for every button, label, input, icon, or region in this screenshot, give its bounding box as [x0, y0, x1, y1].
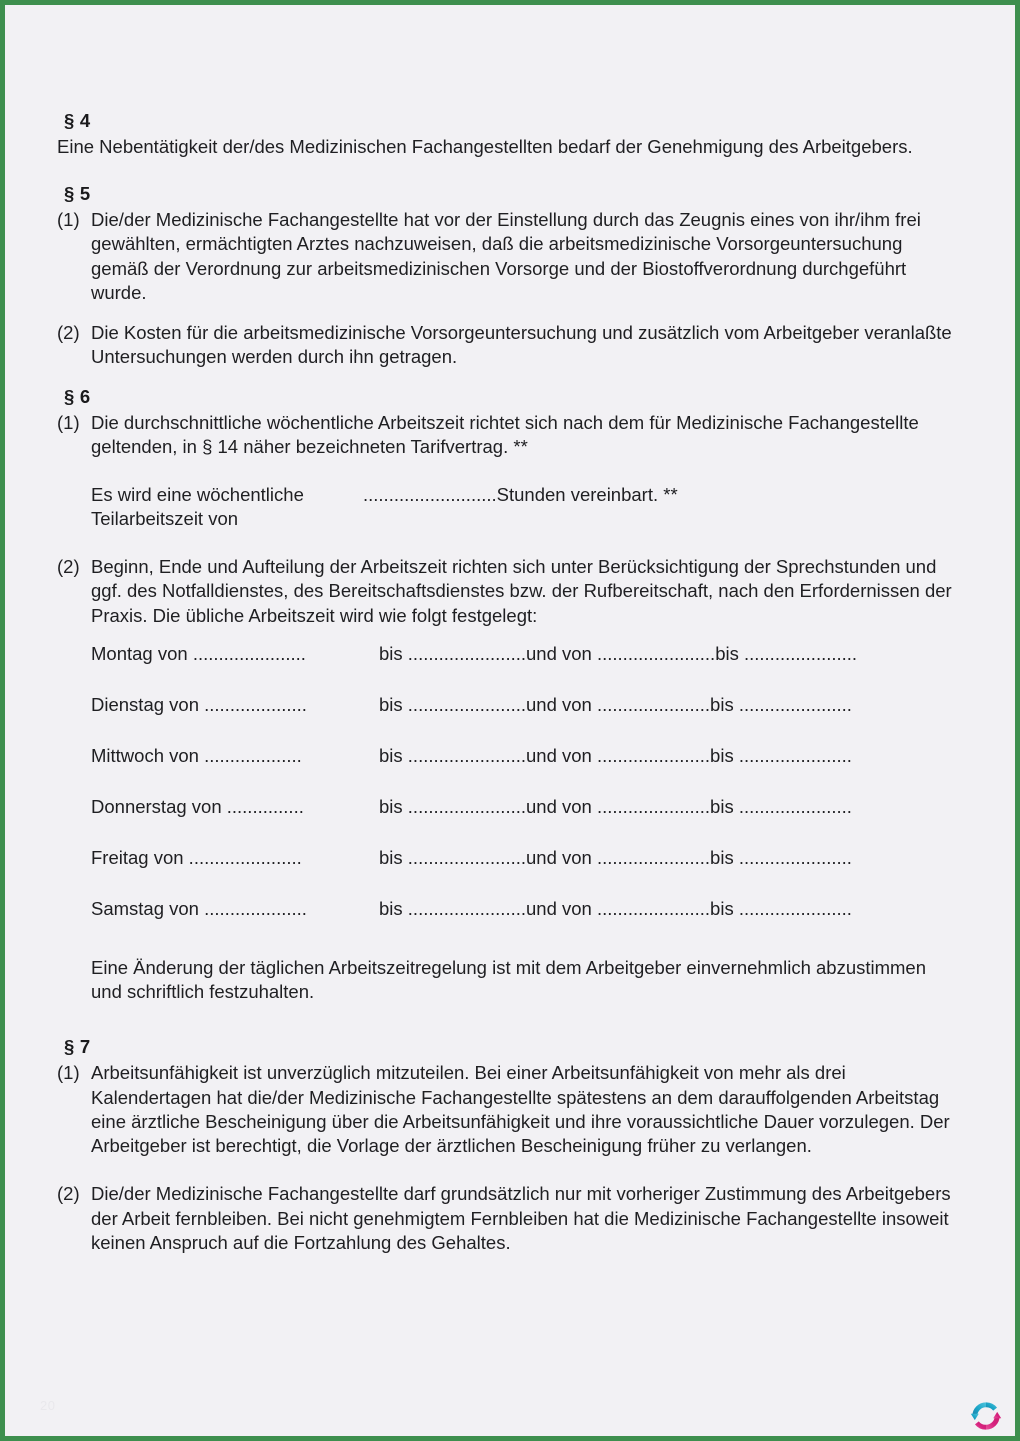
spacer [57, 305, 957, 321]
page-number: 20 [40, 1398, 56, 1413]
schedule-row [91, 693, 957, 744]
section-5-item-1-marker: (1) [57, 209, 80, 231]
schedule-times-thursday[interactable]: bis .......................und von ......................bis ...................... [379, 795, 852, 817]
schedule-row [91, 744, 957, 795]
schedule-times-wednesday[interactable]: bis .......................und von ......................bis ...................... [379, 744, 852, 766]
spacer [57, 1158, 957, 1182]
section-4 [57, 110, 957, 159]
schedule-day-tuesday[interactable]: Dienstag von .................... [91, 693, 307, 715]
schedule-row [91, 795, 957, 846]
section-7-item-1-text: Arbeitsunfähigkeit ist unverzüglich mitzuteilen. Bei einer Arbeitsunfähigkeit von mehr als drei Kalendertagen hat die/der Medizinische Fachangestellte spätestens an dem darauffolgenden Arbeitstag eine ärztliche Bescheinigung über die Arbeitsunfähigkeit und ihre voraussichtliche Dauer vorzulegen. Der Arbeitgeber ist berechtigt, die Vorlage der ärztlichen Bescheinigung früher zu verlangen. [91, 1062, 950, 1157]
spacer [57, 370, 957, 386]
section-6-heading: § 6 [64, 385, 91, 407]
schedule-row [91, 642, 957, 693]
section-6-item-2-marker: (2) [57, 556, 80, 578]
section-5-item-1 [57, 208, 957, 305]
schedule-row [91, 846, 957, 897]
section-6-item-1-text: Die durchschnittliche wöchentliche Arbeitszeit richtet sich nach dem für Medizinische Fachangestellte geltenden, in § 14 näher bezeichneten Tarifvertrag. ** [91, 411, 919, 457]
schedule-day-wednesday[interactable]: Mittwoch von ................... [91, 744, 302, 766]
schedule-times-monday[interactable]: bis .......................und von .......................bis ...................... [379, 642, 858, 664]
recycle-circular-arrows-logo [967, 1397, 1005, 1435]
spacer [57, 459, 957, 483]
section-7-item-2-marker: (2) [57, 1183, 80, 1205]
section-5-item-2-marker: (2) [57, 322, 80, 344]
schedule-day-monday[interactable]: Montag von ...................... [91, 642, 306, 664]
spacer [57, 1004, 957, 1036]
document-content [57, 110, 957, 1255]
schedule-day-thursday[interactable]: Donnerstag von ............... [91, 795, 304, 817]
spacer [57, 159, 957, 183]
spacer [57, 531, 957, 555]
section-7-item-2 [57, 1182, 957, 1255]
section-6-item-1 [57, 411, 957, 459]
schedule-day-saturday[interactable]: Samstag von .................... [91, 897, 307, 919]
section-7-item-1-marker: (1) [57, 1062, 80, 1084]
schedule-times-saturday[interactable]: bis .......................und von ......................bis ...................... [379, 897, 852, 919]
section-6-closing-text: Eine Änderung der täglichen Arbeitszeitregelung ist mit dem Arbeitgeber einvernehmlich abzustimmen und schriftlich festzuhalten. [91, 956, 927, 1003]
weekly-schedule-table [91, 642, 957, 948]
spacer [57, 948, 957, 956]
section-6-item-2-text: Beginn, Ende und Aufteilung der Arbeitszeit richten sich unter Berücksichtigung der Sprechstunden und ggf. des Notfalldienstes, des Bereitschaftsdienstes bzw. der Rufbereitschaft, nach den Erfordernissen der Praxis. Die übliche Arbeitszeit wird wie folgt festgelegt: [91, 556, 952, 626]
section-7-item-2-text: Die/der Medizinische Fachangestellte darf grundsätzlich nur mit vorheriger Zustimmung des Arbeitgebers der Arbeit fernbleiben. Bei nicht genehmigtem Fernbleiben hat die Medizinische Fachangestellte insoweit keinen Anspruch auf die Fortzahlung des Gehaltes. [91, 1183, 951, 1253]
section-7-item-1 [57, 1061, 957, 1158]
section-5-item-2-text: Die Kosten für die arbeitsmedizinische Vorsorgeuntersuchung und zusätzlich vom Arbeitgeber veranlaßte Untersuchungen werden durch ihn getragen. [91, 322, 952, 368]
section-5-item-1-text: Die/der Medizinische Fachangestellte hat vor der Einstellung durch das Zeugnis eines von ihr/ihm frei gewählten, ermächtigten Arztes nachzuweisen, daß die arbeitsmedizinische Vorsorgeuntersuchung gemäß der Verordnung zur arbeitsmedizinischen Vorsorge und der Biostoffverordnung durchgeführt wurde. [91, 209, 921, 303]
section-5 [57, 183, 957, 369]
section-7 [57, 1036, 957, 1255]
paper-sheet [5, 5, 1015, 1436]
schedule-times-tuesday[interactable]: bis .......................und von ......................bis ...................... [379, 693, 852, 715]
weekly-part-time-hours-blank[interactable]: ..........................Stunden vereinbart. ** [363, 484, 678, 506]
section-4-heading: § 4 [64, 110, 91, 131]
weekly-part-time-hours-label: Es wird eine wöchentliche Teilarbeitszeit von [91, 484, 304, 530]
schedule-row [91, 897, 957, 948]
section-5-heading: § 5 [64, 183, 91, 205]
schedule-times-friday[interactable]: bis .......................und von ......................bis ...................... [379, 846, 852, 868]
schedule-day-friday[interactable]: Freitag von ...................... [91, 846, 302, 868]
section-6 [57, 386, 957, 1005]
section-6-item-1-marker: (1) [57, 411, 80, 433]
section-4-text: Eine Nebentätigkeit der/des Medizinischen Fachangestellten bedarf der Genehmigung des Arbeitgebers. [57, 136, 913, 157]
section-5-item-2 [57, 321, 957, 369]
weekly-part-time-hours-line [91, 483, 957, 531]
section-7-heading: § 7 [64, 1036, 91, 1058]
section-6-item-2 [57, 555, 957, 628]
